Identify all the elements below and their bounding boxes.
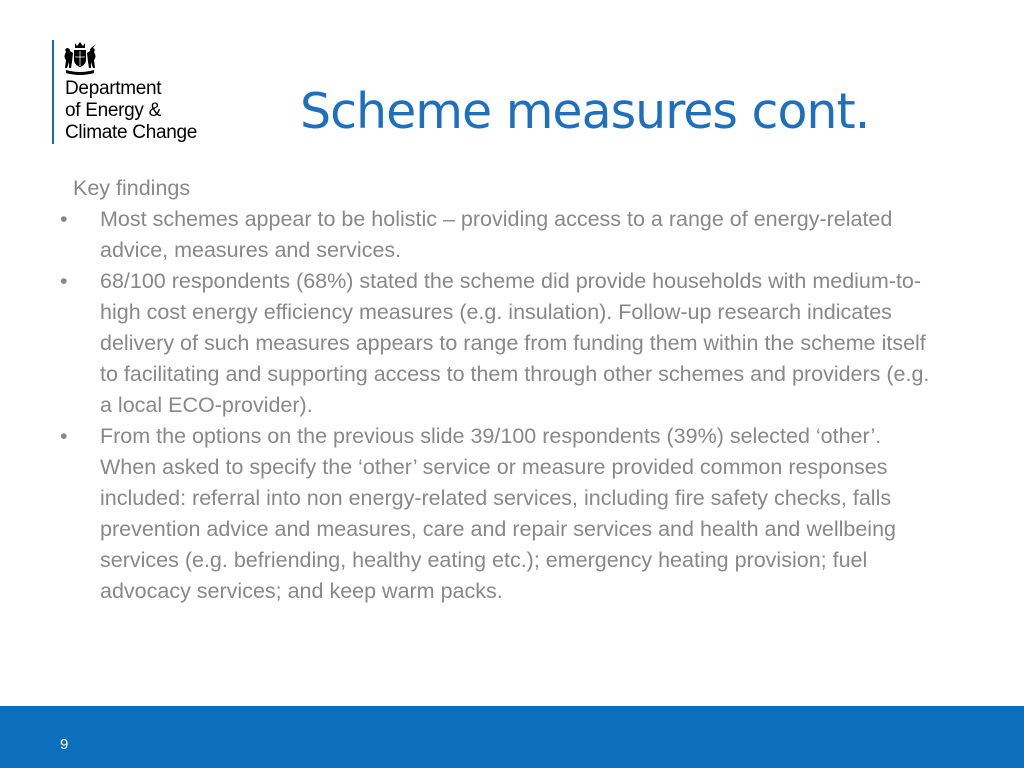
list-item-text: 68/100 respondents (68%) stated the scheme did provide households with medium-to-high cost energy efficiency measures (e.g. insulation). Follow-up research indicates delivery of such measures appears to range from funding them within the scheme itself to facilitating and supporting access to them through other schemes and providers (e.g. a local ECO-provider). — [100, 269, 930, 417]
bullet-icon: • — [60, 424, 68, 448]
logo-divider — [52, 40, 54, 144]
bullet-icon: • — [60, 207, 68, 231]
list-item-text: From the options on the previous slide 39/100 respondents (39%) selected ‘other’. When asked to specify the ‘other’ service or measure provided common responses included: referral into non energy-related services, including fire safety checks, falls prevention advice and measures, care and repair services and health and wellbeing services (e.g. befriending, healthy eating etc.); emergency heating provision; fuel advocacy services; and keep warm packs. — [100, 424, 896, 603]
list-item — [60, 266, 940, 421]
royal-coat-of-arms-icon — [60, 40, 100, 76]
bullet-icon: • — [60, 269, 68, 293]
list-item — [60, 421, 940, 607]
slide-content — [60, 173, 940, 607]
slide-title: Scheme measures cont. — [300, 83, 870, 140]
footer-bar — [0, 706, 1024, 768]
list-item — [60, 204, 940, 266]
department-logo — [65, 78, 197, 144]
page-number: 9 — [60, 736, 69, 753]
findings-list — [60, 204, 940, 607]
logo-text-line-3: Climate Change — [65, 122, 198, 143]
logo-text-line-1: Department — [65, 78, 162, 99]
key-findings-heading: Key findings — [73, 176, 191, 200]
logo-text-line-2: of Energy & — [65, 100, 161, 121]
list-item-text: Most schemes appear to be holistic – providing access to a range of energy-related advice, measures and services. — [100, 207, 893, 262]
